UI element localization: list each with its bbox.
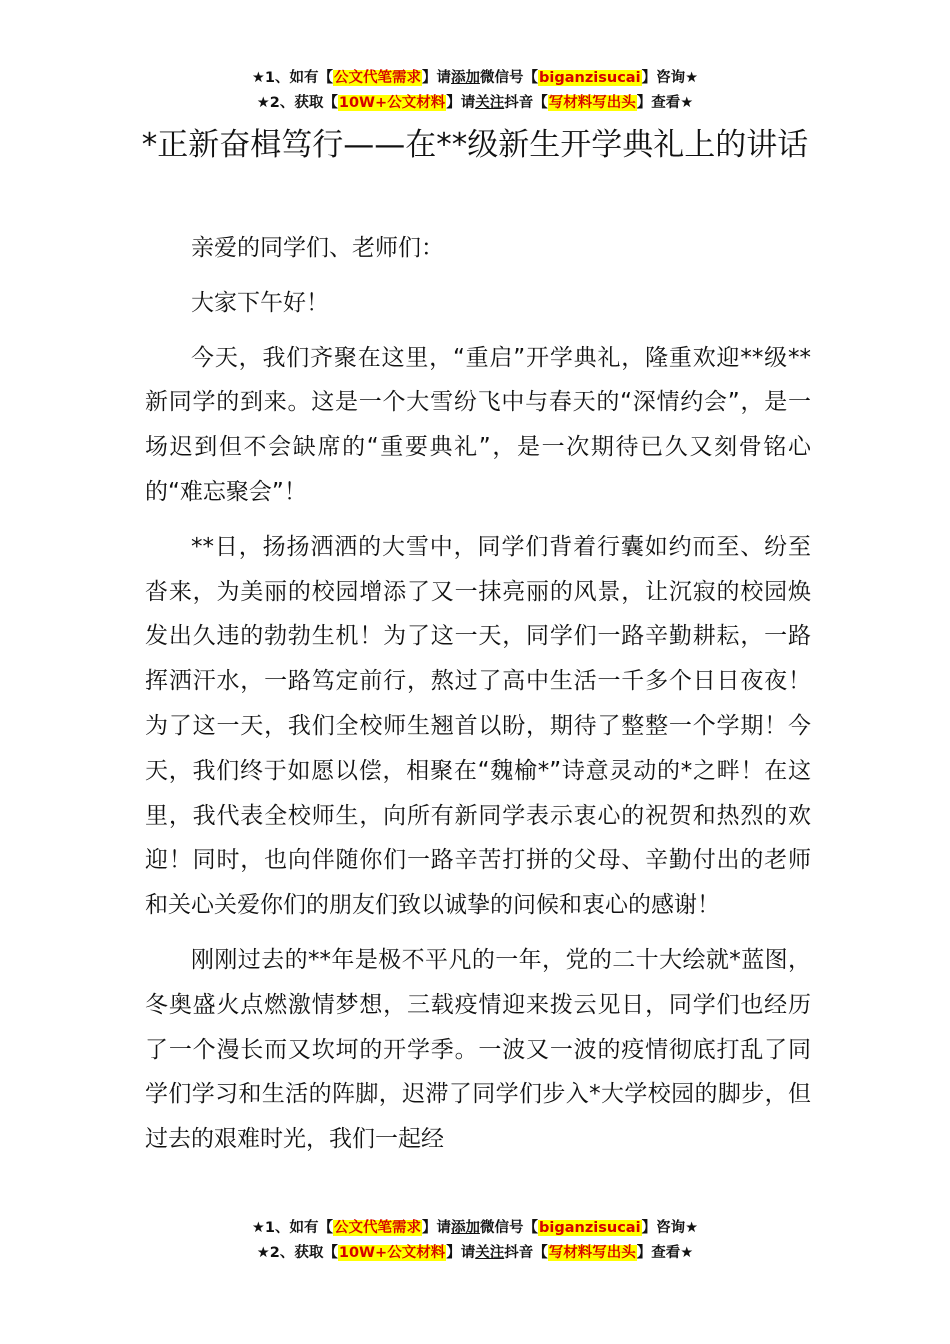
document-body bbox=[145, 226, 811, 1172]
salutation: 亲爱的同学们、老师们： bbox=[191, 235, 444, 261]
promo-highlight: biganzisucai bbox=[539, 1220, 641, 1236]
star-icon: ★ bbox=[256, 95, 270, 111]
promo-line-2: ★2、获取【10W+公文材料】请关注抖音【写材料写出头】查看★ bbox=[256, 95, 694, 111]
promo-line-1: ★1、如有【公文代笔需求】请添加微信号【biganzisucai】咨询★ bbox=[251, 1220, 699, 1236]
promo-highlight: 10W+公文材料 bbox=[338, 1245, 446, 1261]
star-icon: ★ bbox=[251, 1220, 265, 1236]
star-icon: ★ bbox=[256, 1245, 270, 1261]
promo-line-2: ★2、获取【10W+公文材料】请关注抖音【写材料写出头】查看★ bbox=[256, 1245, 694, 1261]
body-paragraph: 今天，我们齐聚在这里，“重启”开学典礼，隆重欢迎**级**新同学的到来。这是一个大雪纷飞中与春天的“深情约会”，是一场迟到但不会缺席的“重要典礼”，是一次期待已久又刻骨铭心的“难忘聚会”！ bbox=[145, 344, 811, 505]
promo-highlight: biganzisucai bbox=[539, 70, 641, 86]
footer-promo-banner bbox=[0, 1216, 950, 1266]
promo-highlight: 10W+公文材料 bbox=[338, 95, 446, 111]
body-paragraph: 刚刚过去的**年是极不平凡的一年，党的二十大绘就*蓝图，冬奥盛火点燃激情梦想，三载疫情迎来拨云见日，同学们也经历了一个漫长而又坎坷的开学季。一波又一波的疫情彻底打乱了同学们学习和生活的阵脚，迟滞了同学们步入*大学校园的脚步，但过去的艰难时光，我们一起经 bbox=[145, 946, 811, 1153]
body-paragraph: **日，扬扬洒洒的大雪中，同学们背着行囊如约而至、纷至沓来，为美丽的校园增添了又一抹亮丽的风景，让沉寂的校园焕发出久违的勃勃生机！为了这一天，同学们一路辛勤耕耘，一路挥洒汗水，一路笃定前行，熬过了高中生活一千多个日日夜夜！为了这一天，我们全校师生翘首以盼，期待了整整一个学期！今天，我们终于如愿以偿，相聚在“魏榆*”诗意灵动的*之畔！在这里，我代表全校师生，向所有新同学表示衷心的祝贺和热烈的欢迎！同时，也向伴随你们一路辛苦打拼的父母、辛勤付出的老师和关心关爱你们的朋友们致以诚挚的问候和衷心的感谢！ bbox=[145, 533, 811, 919]
promo-highlight: 写材料写出头 bbox=[548, 1245, 636, 1261]
promo-line-1: ★1、如有【公文代笔需求】请添加微信号【biganzisucai】咨询★ bbox=[251, 70, 699, 86]
header-promo-banner bbox=[0, 66, 950, 116]
star-icon: ★ bbox=[251, 70, 265, 86]
promo-highlight: 公文代笔需求 bbox=[334, 70, 422, 86]
promo-highlight: 公文代笔需求 bbox=[334, 1220, 422, 1236]
document-title: *正新奋楫笃行——在**级新生开学典礼上的讲话 bbox=[141, 127, 809, 163]
greeting: 大家下午好！ bbox=[191, 289, 329, 316]
promo-highlight: 写材料写出头 bbox=[548, 95, 636, 111]
